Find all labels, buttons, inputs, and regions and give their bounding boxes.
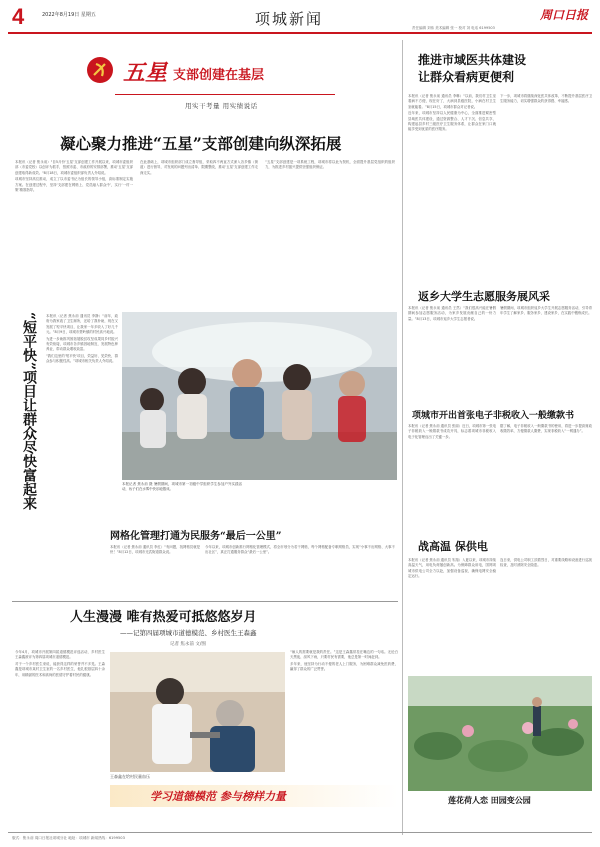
right-article-1-col-1 <box>408 94 496 269</box>
right-article-2-col-1 <box>408 306 496 401</box>
banner-title: 支部创建在基层 <box>173 68 265 83</box>
kids-photo-caption: 本报记者 焦永前 摄 暑假期间，项城市第一初级中学组织学生参加户外实践活动，孩子们在水雾中快乐地嬉戏。 <box>122 482 242 492</box>
sidebar-paragraph: 为进一步助推巩固拓展脱贫攻坚成果同乡村振兴有效衔接，项城市各乡镇因地制宜，发展特色种养业，带动群众增收致富。 <box>46 336 118 352</box>
bottom-banner-text: 学习道德模范 参与榜样力量 <box>150 790 286 803</box>
right-article-4-headline: 战高温 保供电 <box>418 540 488 553</box>
masthead-logo: 周口日报 <box>540 8 589 22</box>
main-paragraph: 在此基础上，项城市组织部门成立督导组，采取四不两直方式深入各乡镇（街道）进行督导，对发现的问题列出清单、限期整改，推动‘五星’支部创建工作走深走实。 <box>140 160 258 175</box>
sidebar-body <box>46 314 118 576</box>
right-paragraph: 据了解，电子非税收入一般缴款书的使用，将进一步提高财政收缴效率，方便缴款人缴费，实现非税收入“一网通办”。 <box>500 424 592 434</box>
sidebar-article <box>12 312 120 580</box>
sidebar-paragraph: “我们这里的‘短平快’项目，效益好、见效快，群众参与积极性高。”项城市相关负责人介绍说。 <box>46 353 118 364</box>
grid-paragraph: 本报讯（记者 焦永前 通讯员 李红）“有问题，找网格员就是快！”8月12日，项城市光武街道群众说。 <box>110 545 200 555</box>
feature-col-1 <box>15 650 105 825</box>
right-article-2-headline: 返乡大学生志愿服务展风采 <box>418 290 550 303</box>
page-header <box>0 0 600 34</box>
grid-article-col-1 <box>110 545 200 600</box>
sidebar-headline: “短平快”项目让群众尽快富起来 <box>21 312 37 511</box>
feature-paragraph: 今年4月，项城市开展第四届道德模范评选活动，乡村医生王森鑫被评为第四届项城市道德模范。 <box>15 650 105 660</box>
banner-underline <box>115 94 335 95</box>
right-paragraph: 近年来，项城市坚持以人民健康为中心，全面推进紧密型县域医共体建设，通过资源整合、人才下沉、信息共享，构建起县乡村三级医疗卫生服务体系，让群众在家门口就能享受到优质的医疗服务。 <box>408 111 496 132</box>
right-article-1-col-2 <box>500 94 592 269</box>
main-headline: 凝心聚力推进“五星”支部创建向纵深拓展 <box>60 134 342 153</box>
main-paragraph: 本报讯（记者 焦永前）"自5月份‘五星’支部创建工作开展以来，项城市委组织部（市委党校）以创评为抓手，按照市委、市政府的安排部署，推动‘五星’支部创建取得新成效。"8月18日，项城市委组织部负责人介绍说。 <box>15 160 133 175</box>
right-paragraph: 本报讯（记者 焦永前 通讯员 朱翔）入夏以来，项城市持续高温天气，用电负荷屡创新高。为保障群众用电，国网项城市供电公司全力以赴，加强设备巡视，确保电网安全稳定运行。 <box>408 558 496 579</box>
feature-paragraph: 多年来，他坚持为行动不便的老人上门服务，为困难群众减免医药费，赢得了群众的广泛赞誉。 <box>290 661 398 672</box>
sidebar-paragraph: 本报讯（记者 焦永前 通讯员 李静）“前年，政府为我家改了卫生厕所，还给了我补助，现在又发展了短平快项目，让我家一年多收入了好几千元。”8月9日，项城市贾岭镇的村民高兴地说。 <box>46 314 118 335</box>
main-paragraph: 项城市坚持高位推动，成立了以市委书记为组长的领导小组，高标准制定实施方案。在创建过程中，坚持‘支部建在网格上、党员融入群众中’，实行‘一村一策’精准指导。 <box>15 177 133 193</box>
feature-paragraph: 对于一个乡村医生来说，能获得这样的荣誉并不多见。王森鑫是项城市某村卫生室的一名乡村医生，他扎根基层四十余年，用精湛的医术和高尚的医德守护着村民的健康。 <box>15 661 105 677</box>
grid-headline: 网格化管理打通为民服务“最后一公里” <box>110 531 282 542</box>
main-paragraph: “五星”支部创建是一项系统工程，项城市将以此为契机，全面提升基层党组织的组织力，为推进乡村振兴提供坚强组织保证。 <box>265 160 395 170</box>
banner-logo-text: 五星 <box>123 60 168 86</box>
right-paragraph: 暑假期间，项城市组织返乡大学生开展志愿服务活动，引导青年学生了解家乡、服务家乡、建设家乡，在实践中锻炼成长。 <box>500 306 592 316</box>
feature-headline: 人生漫漫 唯有热爱可抵悠悠岁月 <box>70 610 257 625</box>
kids-photo <box>122 312 397 480</box>
lotus-photo-caption: 莲花荷人恋 田园变公园 <box>448 795 531 805</box>
lotus-photo <box>408 676 592 791</box>
right-column-rule <box>402 40 403 835</box>
footer-rule <box>8 832 592 833</box>
right-article-4-col-1 <box>408 558 496 668</box>
feature-subhead: ——记第四届项城市道德模范、乡村医生王森鑫 <box>120 629 257 637</box>
right-article-3-col-1 <box>408 424 496 529</box>
main-article-col-1 <box>15 160 133 310</box>
issue-date: 2022年8月19日 星期五 <box>42 12 96 18</box>
right-article-3-headline: 项城市开出首张电子非税收入一般缴款书 <box>412 411 575 421</box>
grid-article-col-2 <box>205 545 395 600</box>
right-article-3-col-2 <box>500 424 592 529</box>
section-title: 项城新闻 <box>255 10 324 28</box>
right-article-1-headline: 推进市域医共体建设 让群众看病更便利 <box>418 53 527 84</box>
feature-paragraph: “病人的需要就是我的责任。”这是王森鑫常挂在嘴边的一句话。无论白天黑夜、刮风下雨，只要村民有需要，他总是第一时间赶到。 <box>290 650 398 660</box>
top-banner <box>55 50 395 120</box>
right-paragraph: 本报讯（记者 焦永前 通讯员 张丽）近日，项城市第一张电子非税收入一般缴款书成功开具，标志着项城市非税收入电子化管理迈出了关键一步。 <box>408 424 496 439</box>
feature-byline: 记者 焦永前 文/图 <box>170 642 206 647</box>
doctor-photo <box>110 652 285 772</box>
editor-line: 责任编辑 刘伟 美术编辑 张一 校对 刘 电话 6199503 <box>412 26 495 30</box>
section-divider <box>12 601 398 602</box>
doctor-photo-caption: 王森鑫在给村民量血压 <box>110 774 150 779</box>
main-article-col-3 <box>265 160 395 310</box>
right-paragraph: 连日来，供电公司职工顶着烈日，对重要线路和设备进行巡视检查，及时消除安全隐患。 <box>500 558 592 568</box>
right-article-4-col-2 <box>500 558 592 668</box>
bottom-banner <box>110 785 398 807</box>
banner-slogan: 用实干考量 用实绩说话 <box>185 102 258 110</box>
page-number: 4 <box>12 4 25 29</box>
footer-text: 版式：焦永前 周口日报社项城分社 地址：项城市 新闻热线：6199503 <box>12 836 125 840</box>
feature-col-2 <box>290 650 398 775</box>
right-article-2-col-2 <box>500 306 592 401</box>
right-paragraph: 本报讯（记者 焦永前 通讯员 李琳）“以前，我们村卫生室看病不方便，现在好了，大病到县级医院，小病在村卫生室就能看。”8月15日，项城市群众对记者说。 <box>408 94 496 109</box>
grid-paragraph: 今年以来，项城市创新推行网格化管理模式，将全市划分为若干网格，每个网格配备专职网格员，实现“小事不出网格、大事不出社区”，真正打通服务群众“最后一公里”。 <box>205 545 395 555</box>
right-paragraph: 本报讯（记者 焦永前 通讯员 王然）“我们很高兴能在暑假期间参加志愿服务活动，为家乡发展贡献自己的一份力量。”8月13日，项城市返乡大学生志愿者说。 <box>408 306 496 321</box>
main-article-col-2 <box>140 160 258 310</box>
right-paragraph: 下一步，项城市将继续深化医共体改革，不断提升基层医疗卫生服务能力，切实增强群众的获得感、幸福感。 <box>500 94 592 104</box>
party-emblem-icon <box>85 55 115 85</box>
header-rule <box>8 32 592 34</box>
